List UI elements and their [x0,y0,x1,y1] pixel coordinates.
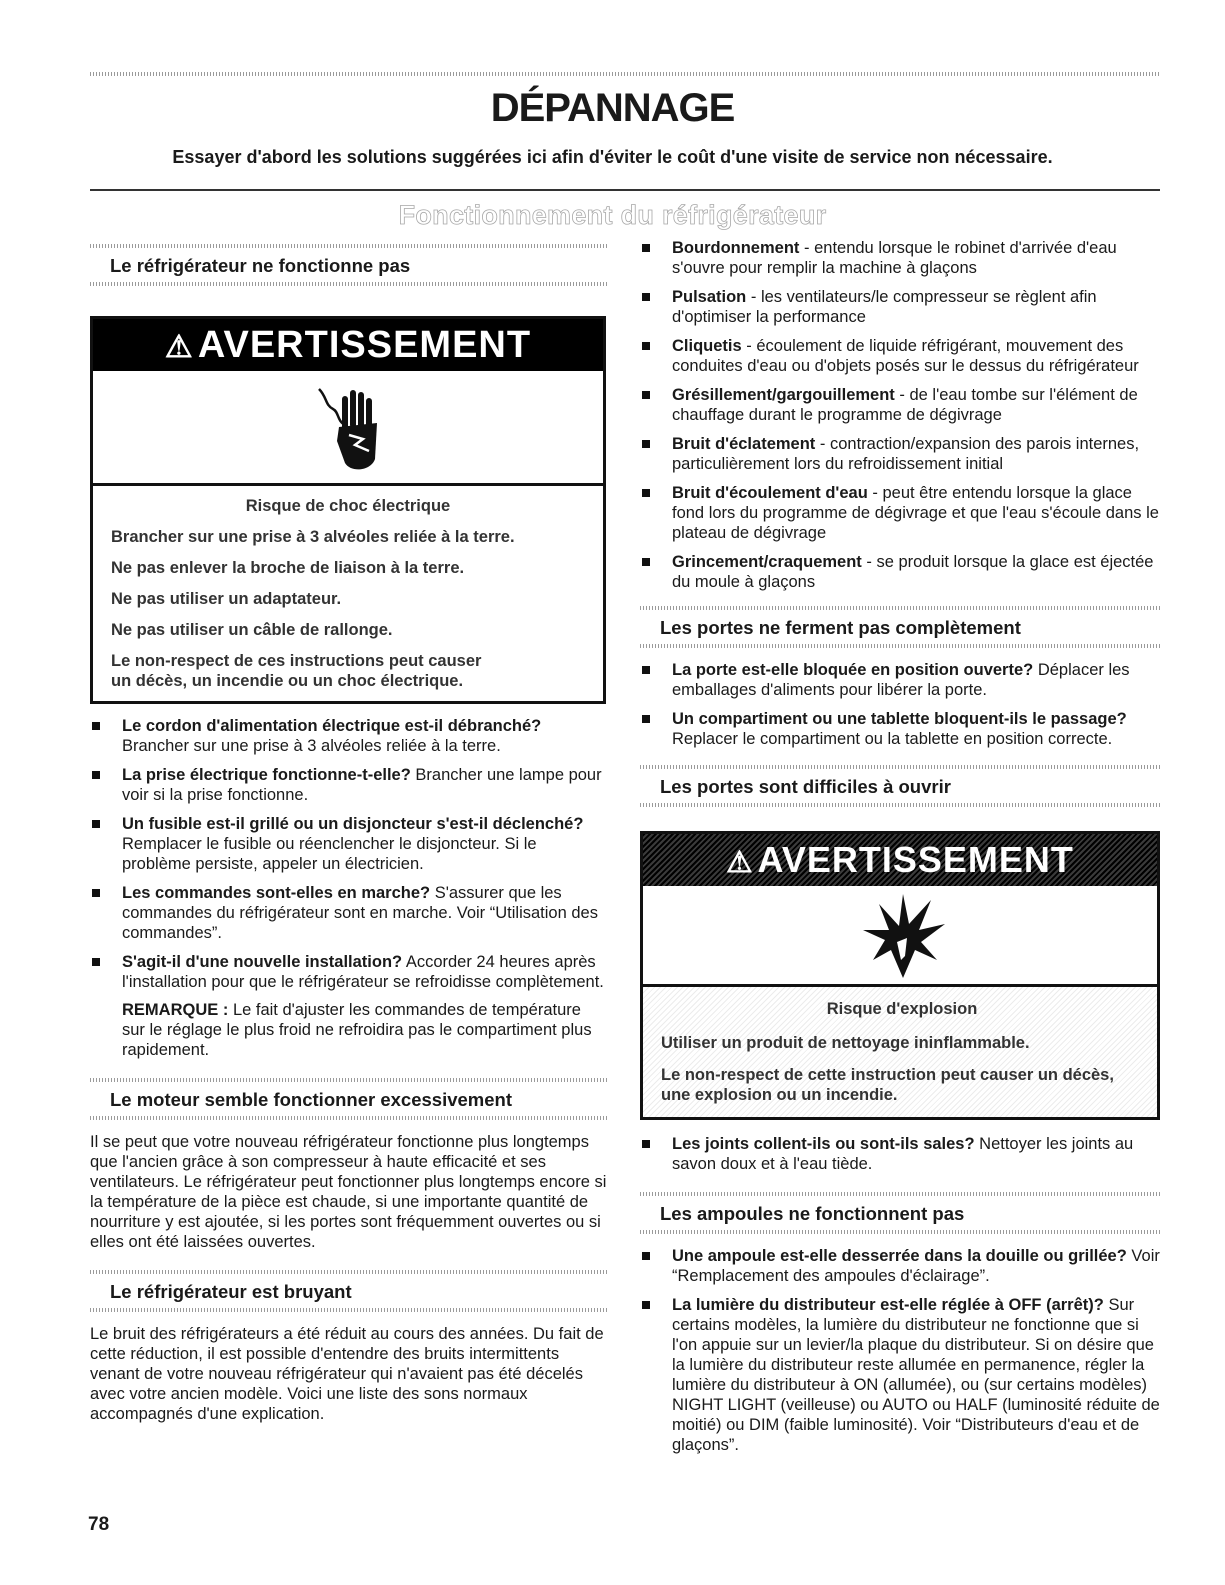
warning-title: AVERTISSEMENT [757,839,1074,880]
warning-consequence: Le non-respect de ces instructions peut causer [111,652,482,670]
question: Un fusible est-il grillé ou un disjoncteur s'est-il déclenché? [122,815,584,833]
sound-desc: - de l'eau tombe sur l'élément de chauffage durant le programme de dégivrage [672,386,1138,424]
motor-paragraph: Il se peut que votre nouveau réfrigérateur fonctionne plus longtemps que l'ancien grâce à son compresseur à haute efficacité et ses ventilateurs. Le réfrigérateur peut fonctionner plus longtemps encore si la température de la pièce est chaude, si une importante quantité de nourriture y est ajoutée, si les portes sont fréquemment ouvertes ou si elles ont été laissées ouvertes. [90,1133,607,1251]
sound-desc: - contraction/expansion des parois internes, particulièrement lors du refroidissement initial [672,435,1140,473]
sound-desc: - peut être entendu lorsque la glace fond lors du programme de dégivrage et que l'eau s'écoule dans le plateau de dégivrage [672,484,1159,542]
question: Un compartiment ou une tablette bloquent-ils le passage? [672,710,1127,728]
question: Les joints collent-ils ou sont-ils sales? [672,1135,975,1153]
top-hatched-rule [90,72,1160,76]
sound-term: Pulsation [672,288,747,306]
answer: Sur certains modèles, la lumière du distributeur ne fonctionne que si l'on appuie sur un levier/la plaque du distributeur. Si on désire que la lumière du distributeur reste allumée en permanence, régler la lumière du distributeur à ON (allumée), ou (sur certains modèles) NIGHT LIGHT (veilleuse) ou AUTO ou HALF (luminosité réduite de moitié) ou DIM (faible luminosité). Voir “Distributeurs d'eau et de glaçons”. [672,1296,1160,1454]
not-running-list [90,716,608,992]
answer: Nettoyer les joints au savon doux et à l'eau tiède. [672,1135,1134,1173]
warning-triangle-icon: ⚠ [164,329,194,364]
warning-line: Ne pas utiliser un câble de rallonge. [111,621,393,639]
list-item [90,814,608,874]
sound-term: Bourdonnement [672,239,800,257]
question: La porte est-elle bloquée en position ouverte? [672,661,1034,679]
right-column [640,238,1160,1464]
left-column [90,240,608,1424]
question: S'agit-il d'une nouvelle installation? [122,953,403,971]
sound-term: Bruit d'écoulement d'eau [672,484,868,502]
answer: Remplacer le fusible ou réenclencher le disjoncteur. Si le problème persiste, appeler un électricien. [122,835,537,873]
warning-icon-area [93,371,603,486]
list-item [640,336,1160,376]
bulbs-list [640,1246,1160,1455]
answer: S'assurer que les commandes du réfrigérateur sont en marche. Voir “Utilisation des commandes”. [122,884,598,942]
warning-line: Utiliser un produit de nettoyage ininflammable. [661,1034,1030,1052]
doors-close-list [640,660,1160,749]
heading-rule-top [640,1192,1160,1196]
question: Les commandes sont-elles en marche? [122,884,431,902]
answer: Brancher sur une prise à 3 alvéoles reliée à la terre. [122,737,501,755]
warning-text [93,486,603,701]
list-item [640,434,1160,474]
list-item [640,287,1160,327]
sound-desc: - se produit lorsque la glace est éjectée du moule à glaçons [672,553,1154,591]
list-item [640,238,1160,278]
warning-header [93,319,603,371]
heading-doors-close: Les portes ne ferment pas complètement [660,617,1021,638]
list-item [90,716,608,756]
answer: Brancher une lampe pour voir si la prise fonctionne. [122,766,602,804]
question: Une ampoule est-elle desserrée dans la douille ou grillée? [672,1247,1127,1265]
list-item [640,385,1160,425]
hazard-title: Risque de choc électrique [245,497,451,515]
sound-term: Cliquetis [672,337,742,355]
warning-line: Ne pas utiliser un adaptateur. [111,590,342,608]
answer: Accorder 24 heures après l'installation pour que le réfrigérateur se refroidisse complètement. [122,953,604,991]
heading-bulbs: Les ampoules ne fonctionnent pas [660,1203,965,1224]
heading-rule-bottom [640,644,1160,648]
sound-desc: - les ventilateurs/le compresseur se règlent afin d'optimiser la performance [672,288,1097,326]
explosion-icon [853,890,953,980]
list-item [640,483,1160,543]
section-title: Fonctionnement du réfrigérateur [398,200,827,230]
question: Le cordon d'alimentation électrique est-il débranché? [122,717,542,735]
noisy-paragraph: Le bruit des réfrigérateurs a été réduit au cours des années. Du fait de cette réduction, il est possible d'entendre des bruits intermittents venant de votre nouveau réfrigérateur qui n'avaient pas été décelés avec votre ancien modèle. Voici une liste des sons normaux accompagnés d'une explication. [90,1325,604,1423]
warning-box-explosion [640,831,1160,1120]
list-item [90,883,608,943]
heading-rule-top [90,1270,608,1274]
heading-rule-top [640,765,1160,769]
page-subtitle: Essayer d'abord les solutions suggérées ici afin d'éviter le coût d'une visite de service non nécessaire. [172,147,1053,167]
warning-header [643,834,1157,886]
heading-doors-open: Les portes sont difficiles à ouvrir [660,776,951,797]
sound-term: Bruit d'éclatement [672,435,816,453]
list-item [90,765,608,805]
warning-line: Brancher sur une prise à 3 alvéoles reliée à la terre. [111,528,515,546]
question: La prise électrique fonctionne-t-elle? [122,766,411,784]
header-divider [90,189,1160,191]
warning-triangle-icon: ⚠ [726,846,754,879]
heading-rule-bottom [90,1116,608,1120]
list-item [640,709,1160,749]
question: La lumière du distributeur est-elle réglée à OFF (arrêt)? [672,1296,1104,1314]
heading-rule-bottom [90,282,608,286]
list-item [640,1134,1160,1174]
electric-shock-icon [315,379,385,479]
heading-motor: Le moteur semble fonctionner excessivement [110,1089,512,1110]
heading-rule-top [90,244,608,248]
list-item [640,660,1160,700]
answer: Déplacer les emballages d'aliments pour libérer la porte. [672,661,1130,699]
sound-term: Grésillement/gargouillement [672,386,895,404]
page-number: 78 [88,1514,110,1535]
list-item [640,1295,1160,1455]
list-item [90,952,608,992]
warning-icon-area [643,886,1157,987]
page-title: DÉPANNAGE [490,86,735,130]
sound-desc: - entendu lorsque le robinet d'arrivée d'eau s'ouvre pour remplir la machine à glaçons [672,239,1117,277]
heading-rule-bottom [90,1308,608,1312]
answer: Replacer le compartiment ou la tablette en position correcte. [672,730,1113,748]
sound-desc: - écoulement de liquide réfrigérant, mouvement des conduites d'eau ou d'objets posés sur le dessus du réfrigérateur [672,337,1139,375]
sounds-list [640,238,1160,592]
list-item [640,1246,1160,1286]
warning-title: AVERTISSEMENT [197,324,532,366]
heading-noisy: Le réfrigérateur est bruyant [110,1281,352,1302]
heading-not-running: Le réfrigérateur ne fonctionne pas [110,255,411,276]
hazard-title: Risque d'explosion [826,1000,978,1018]
heading-rule-top [640,606,1160,610]
warning-text [643,987,1157,1117]
warning-consequence: Le non-respect de cette instruction peut causer un décès, une explosion ou un incendie. [661,1066,1114,1104]
doors-open-list [640,1134,1160,1174]
note-label: REMARQUE : [122,1001,229,1019]
warning-box-electric-shock [90,316,606,704]
heading-rule-bottom [640,1230,1160,1234]
list-item [640,552,1160,592]
heading-rule-top [90,1078,608,1082]
warning-line: Ne pas enlever la broche de liaison à la terre. [111,559,465,577]
note-text: Le fait d'ajuster les commandes de température sur le réglage le plus froid ne refroidira pas le compartiment plus rapidement. [122,1001,592,1059]
heading-rule-bottom [640,803,1160,807]
answer: Voir “Remplacement des ampoules d'éclairage”. [672,1247,1160,1285]
sound-term: Grincement/craquement [672,553,862,571]
note [90,1000,608,1060]
warning-consequence: un décès, un incendie ou un choc électrique. [111,672,464,690]
